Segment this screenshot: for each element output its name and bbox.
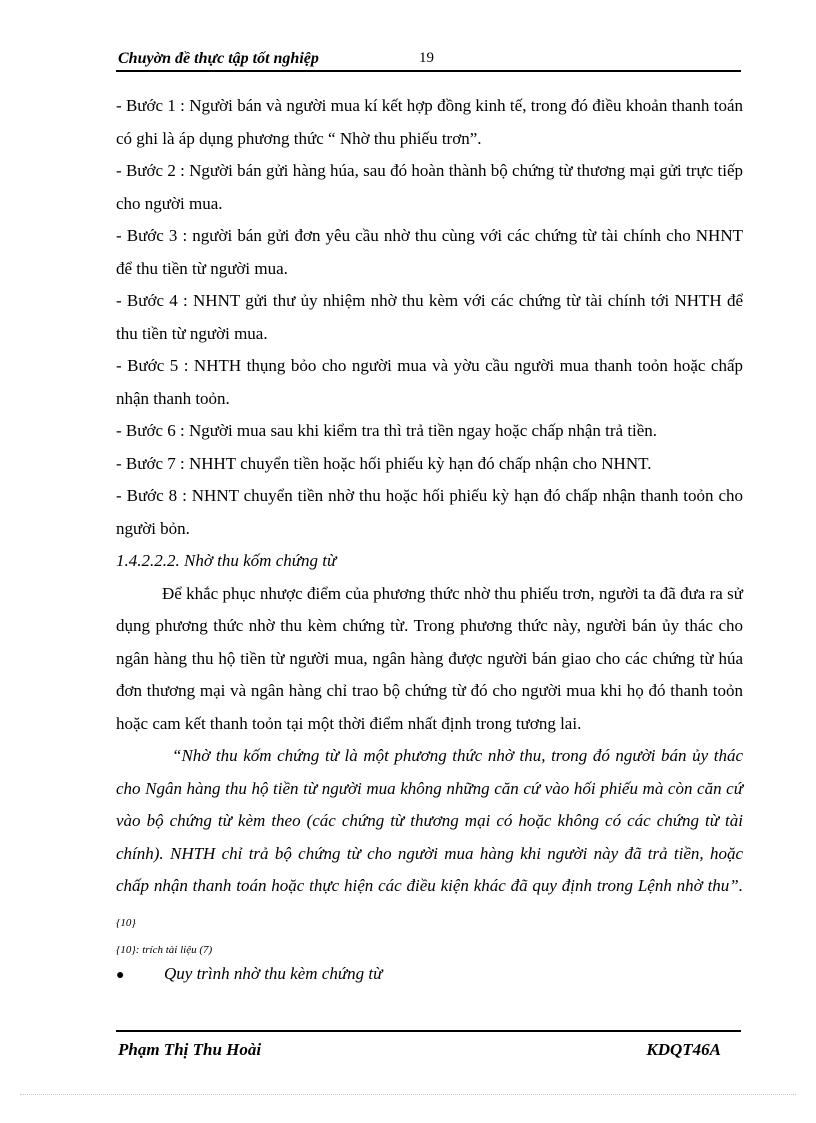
step-6: - Bước 6 : Người mua sau khi kiểm tra thì trả tiền ngay hoặc chấp nhận trả tiền.: [116, 421, 658, 440]
page-footer: [116, 1030, 741, 1059]
author-name: Phạm Thị Thu Hoài: [118, 1040, 262, 1059]
document-title: Chuyờn đề thực tập tốt nghiệp: [118, 50, 319, 67]
step-1: - Bước 1 : Người bán và người mua kí kết hợp đồng kinh tế, trong đó điều khoản thanh toán có ghi là áp dụng phương thức “ Nhờ thu phiếu trơn”.: [116, 96, 743, 148]
step-8: - Bước 8 : NHNT chuyển tiền nhờ thu hoặc hối phiếu kỳ hạn đó chấp nhận thanh toỏn cho người bỏn.: [116, 486, 743, 538]
bullet-text: Quy trình nhờ thu kèm chứng từ: [164, 964, 383, 983]
step-5: - Bước 5 : NHTH thụng bỏo cho người mua và yờu cầu người mua thanh toỏn hoặc chấp nhận thanh toỏn.: [116, 356, 743, 408]
page-number: 19: [419, 50, 434, 66]
page-bottom-divider: [20, 1094, 796, 1095]
step-2: - Bước 2 : Người bán gửi hàng húa, sau đó hoàn thành bộ chứng từ thương mại gửi trực tiếp cho người mua.: [116, 161, 743, 213]
definition-quote: [116, 740, 743, 939]
page-header: [116, 48, 741, 72]
quote-reference: {10}: [116, 916, 136, 929]
page-body: [116, 90, 743, 989]
quote-text: “Nhờ thu kốm chứng từ là một phương thức nhờ thu, trong đó người bán ủy thác cho Ngân hàng thu hộ tiền từ người mua không những căn cứ vào hối phiếu mà còn căn cứ vào bộ chứng từ kèm theo (các chứng từ thương mại có hoặc không có các chứng từ tài chính). NHTH chỉ trả bộ chứng từ cho người mua hàng khi người này đã trả tiền, hoặc chấp nhận thanh toán hoặc thực hiện các điều kiện khác đã quy định trong Lệnh nhờ thu”.: [116, 746, 743, 895]
section-subheading: 1.4.2.2.2. Nhờ thu kốm chứng từ: [116, 551, 337, 570]
step-7: - Bước 7 : NHHT chuyển tiền hoặc hối phiếu kỳ hạn đó chấp nhận cho NHNT.: [116, 453, 652, 473]
step-4: - Bước 4 : NHNT gửi thư ủy nhiệm nhờ thu kèm với các chứng từ tài chính tới NHTH để thu tiền từ người mua.: [116, 291, 743, 343]
bullet-item: [116, 961, 743, 989]
body-paragraph: Để khắc phục nhược điểm của phương thức nhờ thu phiếu trơn, người ta đã đưa ra sử dụng phương thức nhờ thu kèm chứng từ. Trong phương thức này, người bán ủy thác cho ngân hàng thu hộ tiền từ người mua, ngân hàng được người bán giao cho các chứng từ húa đơn thương mại và ngân hàng chỉ trao bộ chứng từ đó cho người mua khi họ đó thanh toỏn hoặc cam kết thanh toỏn tại một thời điểm nhất định trong tương lai.: [116, 583, 743, 733]
class-code: KDQT46A: [646, 1040, 721, 1059]
step-3: - Bước 3 : người bán gửi đơn yêu cầu nhờ thu cùng với các chứng từ tài chính cho NHNT để thu tiền từ người mua.: [116, 226, 743, 278]
footnote: {10}: trích tài liệu (7): [116, 944, 213, 956]
bullet-icon: ●: [116, 968, 125, 983]
